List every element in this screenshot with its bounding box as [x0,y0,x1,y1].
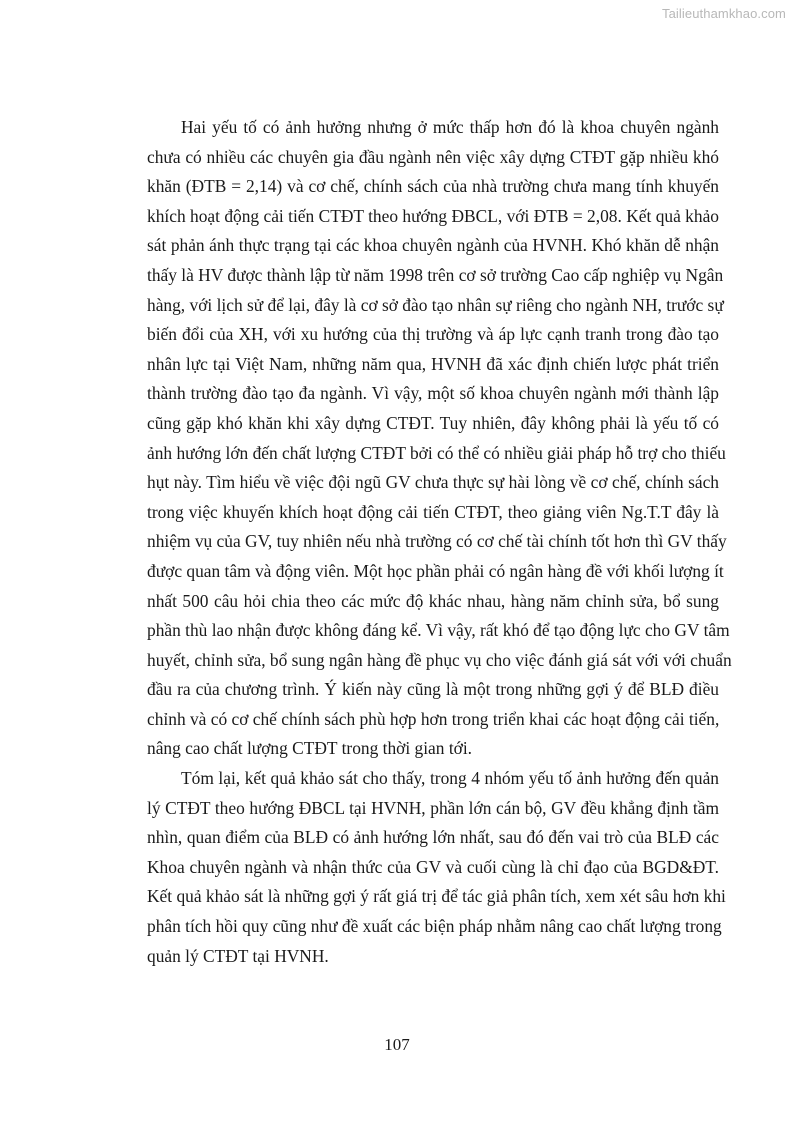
text-line: thấy là HV được thành lập từ năm 1998 trên cơ sở trường Cao cấp nghiệp vụ Ngân [147,264,724,285]
text-line: ảnh hướng lớn đến chất lượng CTĐT bởi có thể có nhiều giải pháp hỗ trợ cho thiếu [147,442,726,463]
watermark: Tailieuthamkhao.com [661,6,786,21]
text-line: lý CTĐT theo hướng ĐBCL tại HVNH, phần lớn cán bộ, GV đều khẳng định tầm [147,797,719,818]
text-line: Hai yếu tố có ảnh hưởng nhưng ở mức thấp hơn đó là khoa chuyên ngành [181,117,719,137]
text-line: nhiệm vụ của GV, tuy nhiên nếu nhà trường có cơ chế tài chính tốt hơn thì GV thấy [147,531,727,552]
text-line: cũng gặp khó khăn khi xây dựng CTĐT. Tuy nhiên, đây không phải là yếu tố có [147,412,719,433]
document-body [147,113,732,971]
text-line: nhân lực tại Việt Nam, những năm qua, HVNH đã xác định chiến lược phát triển [147,353,719,374]
text-line: huyết, chỉnh sửa, bổ sung ngân hàng đề phục vụ cho việc đánh giá sát với với chuẩn [147,649,732,670]
text-line: Kết quả khảo sát là những gợi ý rất giá trị để tác giả phân tích, xem xét sâu hơn khi [147,886,726,907]
text-line: chưa có nhiều các chuyên gia đầu ngành nên việc xây dựng CTĐT gặp nhiều khó [147,146,719,167]
text-line: Khoa chuyên ngành và nhận thức của GV và cuối cùng là chỉ đạo của BGD&ĐT. [147,856,719,877]
paragraph-1 [147,113,732,764]
text-line: nâng cao chất lượng CTĐT trong thời gian tới. [147,738,473,759]
paragraph-2 [147,764,726,971]
text-line: phân tích hồi quy cũng như đề xuất các biện pháp nhằm nâng cao chất lượng trong [147,916,722,937]
page-number: 107 [384,1035,410,1054]
text-line: Tóm lại, kết quả khảo sát cho thấy, trong 4 nhóm yếu tố ảnh hưởng đến quản [181,768,719,789]
text-line: khích hoạt động cải tiến CTĐT theo hướng ĐBCL, với ĐTB = 2,08. Kết quả khảo [147,205,719,226]
text-line: biến đổi của XH, với xu hướng của thị trường và áp lực cạnh tranh trong đào tạo [147,324,719,345]
text-line: thành trường đào tạo đa ngành. Vì vậy, một số khoa chuyên ngành mới thành lập [147,383,719,404]
text-line: phần thù lao nhận được không đáng kể. Vì vậy, rất khó để tạo động lực cho GV tâm [147,620,730,641]
text-line: trong việc khuyến khích hoạt động cải tiến CTĐT, theo giảng viên Ng.T.T đây là [147,501,719,522]
text-line: quản lý CTĐT tại HVNH. [147,945,329,966]
text-line: khăn (ĐTB = 2,14) và cơ chế, chính sách của nhà trường chưa mang tính khuyến [147,176,719,197]
text-line: chỉnh và có cơ chế chính sách phù hợp hơn trong triển khai các hoạt động cải tiến, [147,708,720,729]
text-line: đầu ra của chương trình. Ý kiến này cũng là một trong những gợi ý để BLĐ điều [147,679,719,700]
text-line: được quan tâm và động viên. Một học phần phải có ngân hàng đề với khối lượng ít [147,560,724,581]
text-line: hụt này. Tìm hiểu về việc đội ngũ GV chưa thực sự hài lòng về cơ chế, chính sách [147,472,719,493]
text-line: nhất 500 câu hỏi chia theo các mức độ khác nhau, hàng năm chỉnh sửa, bổ sung [147,590,719,611]
text-line: hàng, với lịch sử để lại, đây là cơ sở đào tạo nhân sự riêng cho ngành NH, trước sự [147,294,724,315]
text-line: nhìn, quan điểm của BLĐ có ảnh hướng lớn nhất, sau đó đến vai trò của BLĐ các [147,827,719,848]
text-line: sát phản ánh thực trạng tại các khoa chuyên ngành của HVNH. Khó khăn dễ nhận [147,235,719,256]
